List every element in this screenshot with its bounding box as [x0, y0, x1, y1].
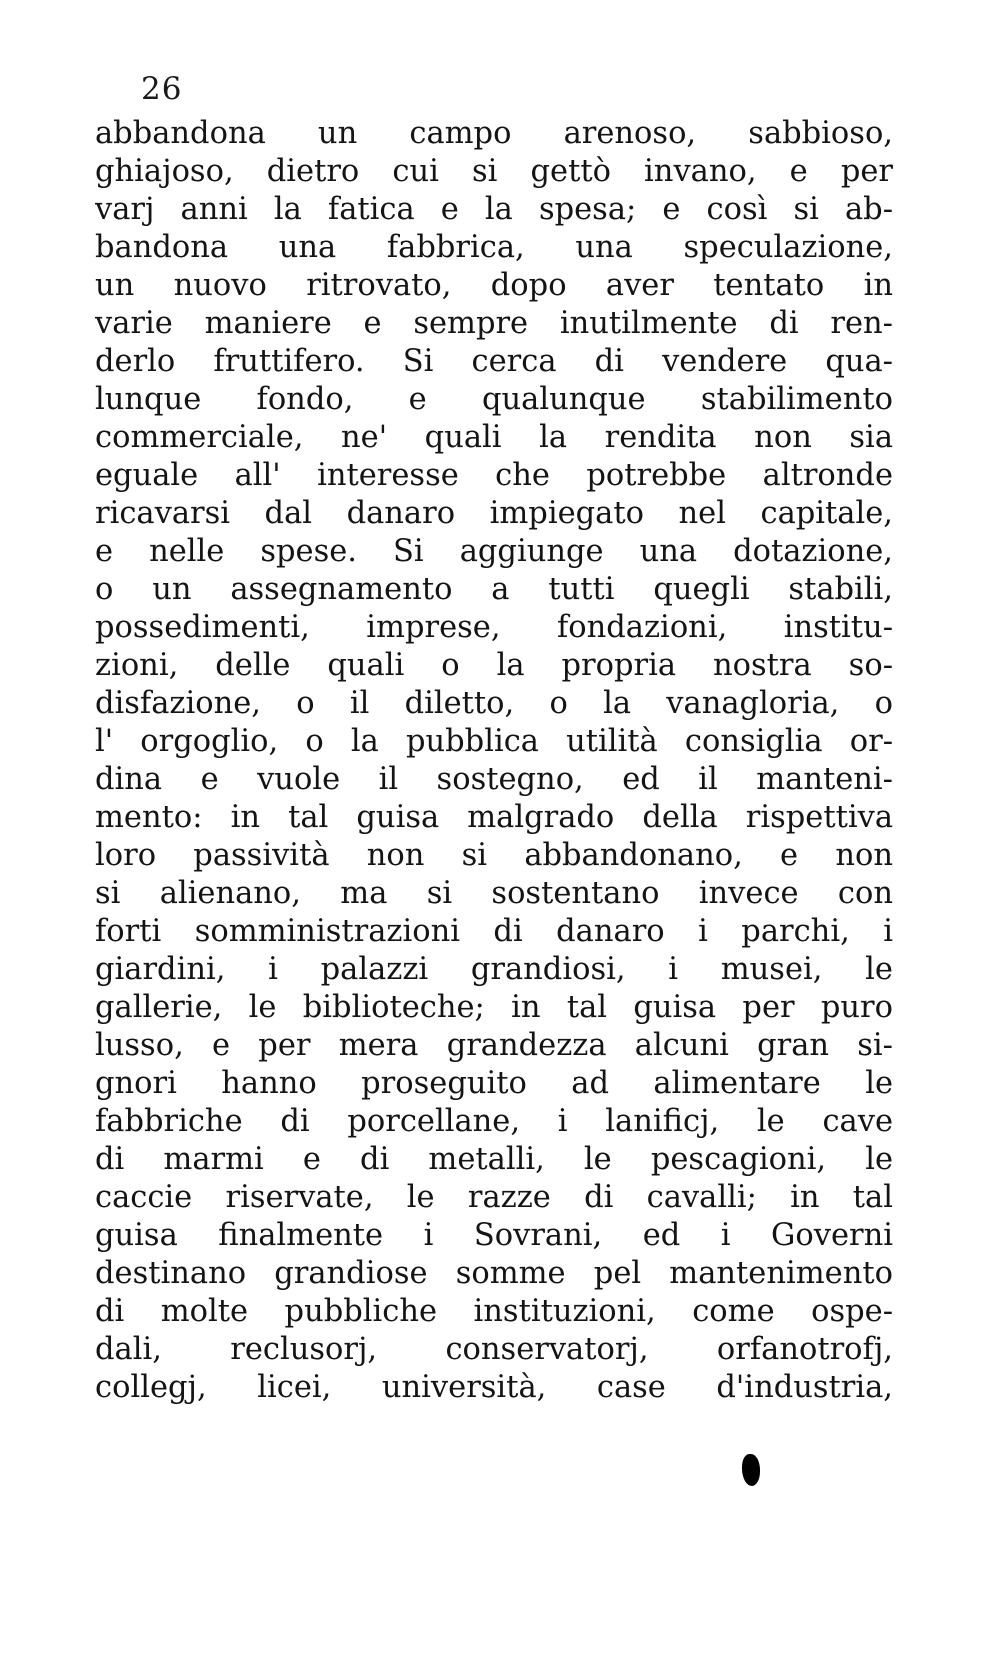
- text-line: guisa finalmente i Sovrani, ed i Governi: [95, 1218, 893, 1253]
- text-line: derlo fruttifero. Si cerca di vendere qua-: [95, 344, 893, 379]
- text-line: gallerie, le biblioteche; in tal guisa per puro: [95, 990, 893, 1025]
- text-line: o un assegnamento a tutti quegli stabili,: [95, 572, 893, 607]
- text-line: ricavarsi dal danaro impiegato nel capitale,: [95, 496, 893, 531]
- text-line: bandona una fabbrica, una speculazione,: [95, 230, 893, 265]
- text-line: fabbriche di porcellane, i lanificj, le cave: [95, 1104, 893, 1139]
- body-text: [95, 115, 893, 1407]
- ink-blot: [742, 1454, 760, 1486]
- text-line: l' orgoglio, o la pubblica utilità consiglia or-: [95, 724, 893, 759]
- text-line: di marmi e di metalli, le pescagioni, le: [95, 1142, 893, 1177]
- text-line: caccie riservate, le razze di cavalli; in tal: [95, 1180, 893, 1215]
- text-line: un nuovo ritrovato, dopo aver tentato in: [95, 268, 893, 303]
- text-line: varj anni la fatica e la spesa; e così si ab-: [95, 192, 893, 227]
- text-line: si alienano, ma si sostentano invece con: [95, 876, 893, 911]
- text-line: di molte pubbliche instituzioni, come ospe-: [95, 1294, 893, 1329]
- text-line: forti somministrazioni di danaro i parchi, i: [95, 914, 893, 949]
- text-line: varie maniere e sempre inutilmente di ren-: [95, 306, 893, 341]
- text-line: dina e vuole il sostegno, ed il manteni-: [95, 762, 893, 797]
- text-line: collegj, licei, università, case d'industria,: [95, 1370, 893, 1405]
- text-line: loro passività non si abbandonano, e non: [95, 838, 893, 873]
- text-line: e nelle spese. Si aggiunge una dotazione,: [95, 534, 893, 569]
- page-number: 26: [141, 71, 183, 107]
- text-line: mento: in tal guisa malgrado della rispettiva: [95, 800, 893, 835]
- text-line: destinano grandiose somme pel mantenimento: [95, 1256, 893, 1291]
- text-line: giardini, i palazzi grandiosi, i musei, le: [95, 952, 893, 987]
- text-line: disfazione, o il diletto, o la vanagloria, o: [95, 686, 893, 721]
- text-line: possedimenti, imprese, fondazioni, institu-: [95, 610, 893, 645]
- text-line: ghiajoso, dietro cui si gettò invano, e per: [95, 154, 893, 189]
- text-line: zioni, delle quali o la propria nostra so-: [95, 648, 893, 683]
- text-line: gnori hanno proseguito ad alimentare le: [95, 1066, 893, 1101]
- text-line: eguale all' interesse che potrebbe altronde: [95, 458, 893, 493]
- text-line: dali, reclusorj, conservatorj, orfanotrofj,: [95, 1332, 893, 1367]
- text-line: lunque fondo, e qualunque stabilimento: [95, 382, 893, 417]
- text-line: lusso, e per mera grandezza alcuni gran si-: [95, 1028, 893, 1063]
- text-line: commerciale, ne' quali la rendita non sia: [95, 420, 893, 455]
- text-line: abbandona un campo arenoso, sabbioso,: [95, 116, 893, 151]
